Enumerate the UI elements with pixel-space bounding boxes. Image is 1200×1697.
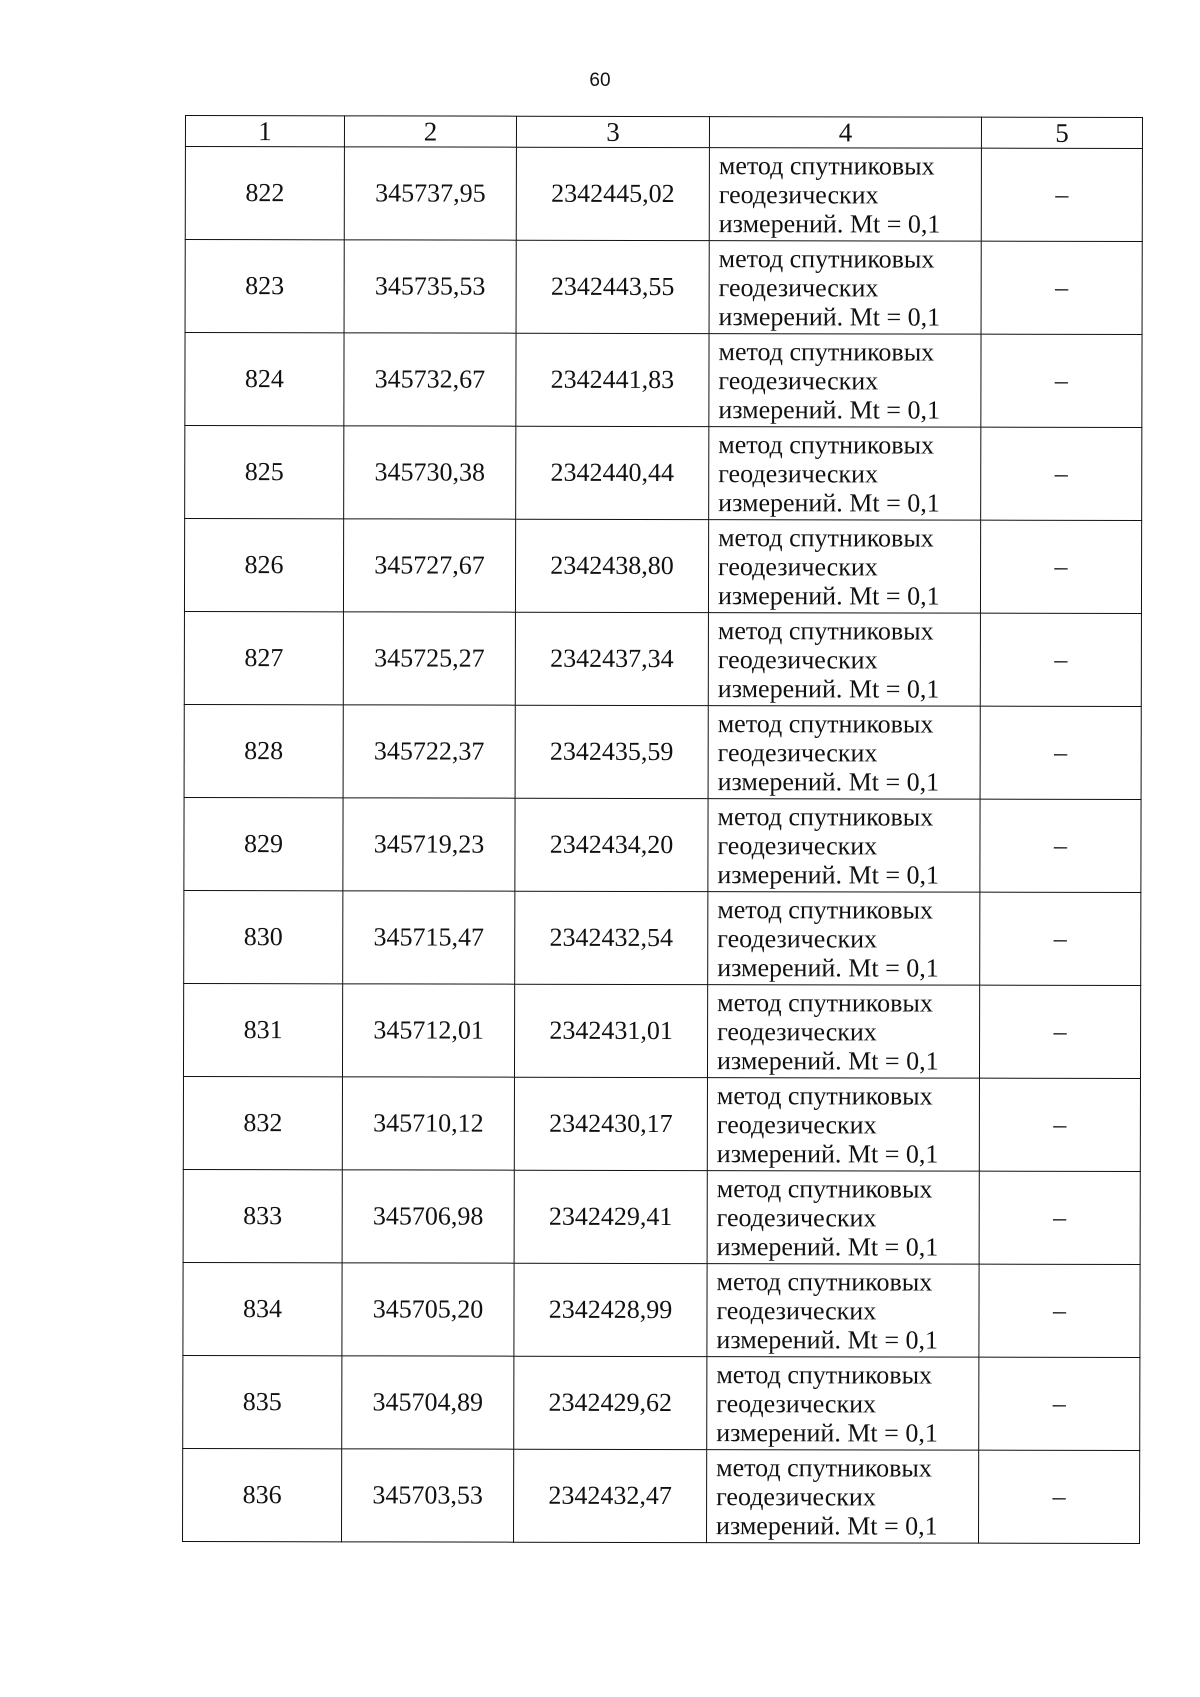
note-cell: – (980, 892, 1141, 985)
page-number: 60 (589, 70, 611, 91)
method-line: метод спутниковых (717, 708, 934, 739)
x-coordinate-cell: 345703,53 (342, 1449, 514, 1542)
method-line: измерений. Mt = 0,1 (718, 394, 941, 425)
y-coordinate-cell: 2342440,44 (516, 426, 709, 519)
note-cell: – (979, 1171, 1140, 1264)
note-cell: – (979, 1264, 1140, 1357)
x-coordinate-cell: 345705,20 (342, 1263, 514, 1356)
method-line: метод спутниковых (718, 522, 934, 553)
table-row (183, 983, 1140, 1078)
x-coordinate-cell: 345727,67 (343, 519, 515, 612)
note-cell: – (979, 985, 1140, 1078)
table-body (183, 147, 1143, 1544)
method-cell (708, 520, 980, 614)
method-line: измерений. Mt = 0,1 (718, 208, 941, 239)
method-line: геодезических (718, 179, 879, 209)
method-line: метод спутниковых (716, 1452, 932, 1483)
x-coordinate-cell: 345704,89 (342, 1356, 514, 1449)
column-header-4: 4 (709, 117, 981, 149)
method-line: геодезических (716, 1295, 877, 1325)
point-number-cell: 833 (183, 1169, 342, 1262)
method-line: метод спутниковых (717, 987, 933, 1018)
y-coordinate-cell: 2342428,99 (514, 1263, 707, 1356)
method-cell (709, 427, 981, 521)
point-number-cell: 822 (185, 147, 344, 240)
method-line: измерений. Mt = 0,1 (716, 1045, 939, 1076)
x-coordinate-cell: 345706,98 (342, 1170, 514, 1263)
table-row (183, 1169, 1140, 1264)
method-line: метод спутниковых (718, 429, 935, 460)
y-coordinate-cell: 2342431,01 (514, 984, 707, 1077)
method-line: геодезических (716, 1202, 877, 1232)
method-cell (708, 799, 980, 893)
y-coordinate-cell: 2342429,41 (514, 1170, 707, 1263)
note-cell: – (979, 1357, 1140, 1450)
method-line: геодезических (718, 551, 878, 581)
method-cell (707, 1264, 979, 1358)
point-number-cell: 836 (183, 1448, 342, 1541)
x-coordinate-cell: 345725,27 (343, 612, 515, 705)
point-number-cell: 830 (184, 890, 343, 983)
method-line: измерений. Mt = 0,1 (717, 952, 939, 983)
point-number-cell: 824 (185, 333, 344, 426)
method-cell (708, 706, 980, 800)
x-coordinate-cell: 345732,67 (344, 333, 516, 426)
method-line: измерений. Mt = 0,1 (717, 766, 940, 797)
column-header-5: 5 (981, 117, 1142, 148)
method-line: измерений. Mt = 0,1 (716, 1510, 938, 1541)
table-row (183, 1355, 1140, 1450)
method-line: метод спутниковых (716, 1080, 933, 1111)
note-cell: – (981, 334, 1142, 427)
method-line: измерений. Mt = 0,1 (717, 580, 940, 611)
table-row (184, 611, 1141, 706)
method-line: метод спутниковых (718, 336, 935, 367)
y-coordinate-cell: 2342438,80 (515, 519, 708, 612)
method-cell (708, 892, 980, 986)
point-number-cell: 834 (183, 1262, 342, 1355)
y-coordinate-cell: 2342435,59 (515, 705, 708, 798)
x-coordinate-cell: 345715,47 (343, 891, 515, 984)
table-header (185, 116, 1142, 149)
method-cell (709, 148, 981, 242)
method-line: измерений. Mt = 0,1 (717, 859, 940, 890)
method-line: геодезических (716, 1388, 877, 1418)
method-line: геодезических (718, 272, 879, 302)
note-cell: – (980, 706, 1141, 799)
point-number-cell: 835 (183, 1355, 342, 1448)
method-cell (709, 334, 981, 428)
point-number-cell: 832 (183, 1076, 342, 1169)
method-cell (707, 985, 979, 1079)
header-row (185, 116, 1142, 149)
note-cell: – (980, 799, 1141, 892)
note-cell: – (981, 241, 1142, 334)
method-cell (709, 241, 981, 335)
table-row (185, 147, 1142, 242)
method-line: измерений. Mt = 0,1 (718, 487, 940, 518)
method-line: измерений. Mt = 0,1 (716, 1138, 939, 1169)
x-coordinate-cell: 345722,37 (343, 705, 515, 798)
method-line: метод спутниковых (718, 150, 935, 181)
method-line: метод спутниковых (718, 243, 935, 274)
method-cell (707, 1171, 979, 1265)
method-line: метод спутниковых (716, 1173, 933, 1204)
method-line: геодезических (716, 1481, 876, 1511)
point-number-cell: 828 (184, 704, 343, 797)
table-row (185, 240, 1142, 335)
note-cell: – (979, 1078, 1140, 1171)
point-number-cell: 831 (183, 983, 342, 1076)
x-coordinate-cell: 345737,95 (344, 147, 516, 240)
method-cell (707, 1450, 979, 1544)
x-coordinate-cell: 345735,53 (344, 240, 516, 333)
method-line: геодезических (717, 923, 878, 953)
note-cell: – (980, 520, 1141, 613)
method-cell (708, 613, 980, 707)
method-line: геодезических (717, 1016, 877, 1046)
x-coordinate-cell: 345719,23 (343, 798, 515, 891)
method-line: метод спутниковых (717, 615, 934, 646)
coordinates-table (182, 115, 1143, 1544)
point-number-cell: 823 (185, 240, 344, 333)
table-row (185, 426, 1142, 521)
table-row (184, 519, 1141, 614)
table-row (185, 333, 1142, 428)
table-row (184, 890, 1141, 985)
method-line: геодезических (717, 830, 878, 860)
y-coordinate-cell: 2342445,02 (516, 147, 709, 240)
note-cell: – (981, 427, 1142, 520)
y-coordinate-cell: 2342430,17 (514, 1077, 707, 1170)
note-cell: – (979, 1450, 1140, 1543)
method-line: метод спутниковых (716, 1359, 933, 1390)
method-line: геодезических (717, 737, 878, 767)
y-coordinate-cell: 2342434,20 (515, 798, 708, 891)
note-cell: – (981, 148, 1142, 241)
point-number-cell: 829 (184, 797, 343, 890)
method-line: измерений. Mt = 0,1 (716, 1324, 939, 1355)
x-coordinate-cell: 345712,01 (342, 984, 514, 1077)
method-line: метод спутниковых (717, 894, 934, 925)
y-coordinate-cell: 2342432,47 (514, 1449, 707, 1542)
method-cell (707, 1357, 979, 1451)
table-row (184, 797, 1141, 892)
column-header-3: 3 (516, 116, 709, 147)
y-coordinate-cell: 2342443,55 (516, 240, 709, 333)
column-header-1: 1 (185, 116, 344, 147)
point-number-cell: 825 (185, 426, 344, 519)
x-coordinate-cell: 345730,38 (344, 426, 516, 519)
method-line: геодезических (716, 1109, 877, 1139)
column-header-2: 2 (344, 116, 516, 147)
method-line: метод спутниковых (716, 1266, 933, 1297)
y-coordinate-cell: 2342429,62 (514, 1356, 707, 1449)
table-row (184, 704, 1141, 799)
x-coordinate-cell: 345710,12 (342, 1077, 514, 1170)
point-number-cell: 827 (184, 611, 343, 704)
method-line: геодезических (718, 365, 879, 395)
table-row (183, 1076, 1140, 1171)
table-row (183, 1448, 1140, 1543)
y-coordinate-cell: 2342437,34 (515, 612, 708, 705)
y-coordinate-cell: 2342441,83 (516, 333, 709, 426)
method-line: геодезических (718, 458, 879, 488)
y-coordinate-cell: 2342432,54 (515, 891, 708, 984)
method-cell (707, 1078, 979, 1172)
method-line: геодезических (717, 644, 878, 674)
method-line: измерений. Mt = 0,1 (717, 673, 940, 704)
method-line: измерений. Mt = 0,1 (716, 1231, 939, 1262)
method-line: измерений. Mt = 0,1 (716, 1417, 938, 1448)
note-cell: – (980, 613, 1141, 706)
point-number-cell: 826 (184, 519, 343, 612)
table-row (183, 1262, 1140, 1357)
method-line: метод спутниковых (717, 801, 934, 832)
method-line: измерений. Mt = 0,1 (718, 301, 941, 332)
